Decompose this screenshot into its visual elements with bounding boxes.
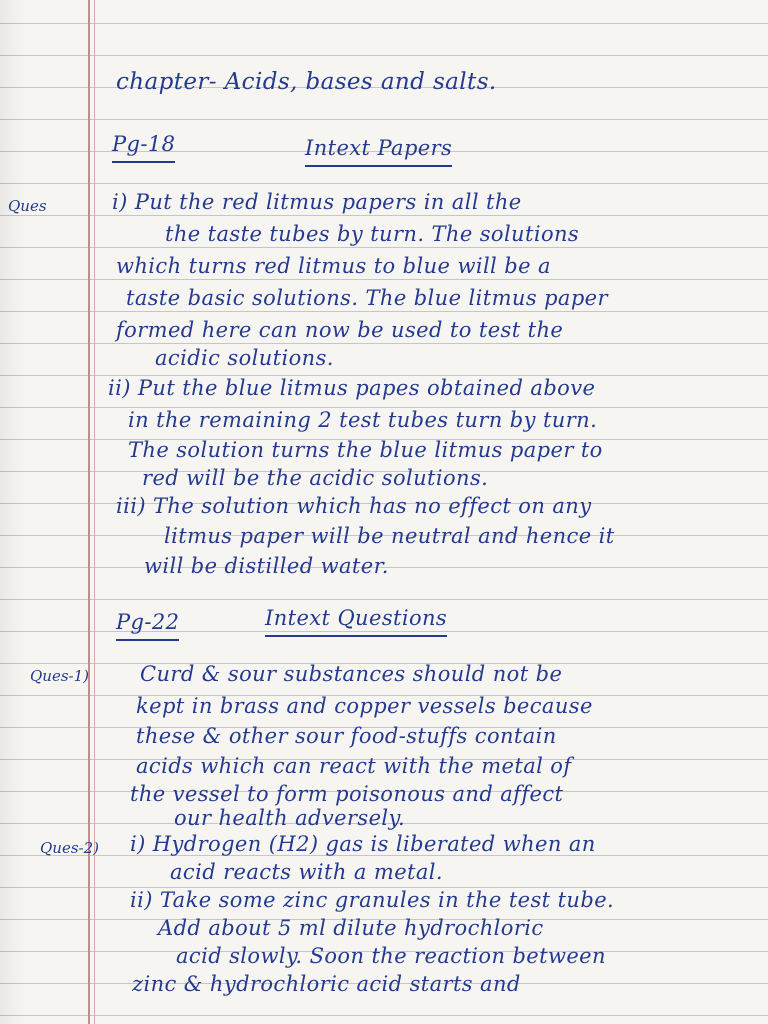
note-line: Curd & sour substances should not be xyxy=(140,662,563,686)
note-line: i) Put the red litmus papers in all the xyxy=(112,190,522,214)
section-heading-1: Intext Papers xyxy=(305,132,452,167)
margin-line-inner xyxy=(94,0,95,1024)
margin-note-ques-2: Ques-2) xyxy=(40,839,99,857)
section-heading-2: Intext Questions xyxy=(265,602,447,637)
page-ref-2: Pg-22 xyxy=(116,606,179,641)
note-line: the vessel to form poisonous and affect xyxy=(130,782,564,806)
page-ref-1: Pg-18 xyxy=(112,128,175,163)
note-line: taste basic solutions. The blue litmus paper xyxy=(126,286,608,310)
note-line: our health adversely. xyxy=(174,806,406,830)
margin-note-ques-1: Ques-1) xyxy=(30,667,89,685)
note-line: litmus paper will be neutral and hence it xyxy=(164,524,615,548)
note-line: acid slowly. Soon the reaction between xyxy=(176,944,606,968)
note-line: acid reacts with a metal. xyxy=(170,860,443,884)
note-line: acidic solutions. xyxy=(155,346,334,370)
note-line: the taste tubes by turn. The solutions xyxy=(165,222,580,246)
note-line: in the remaining 2 test tubes turn by turn. xyxy=(128,408,598,432)
note-line: these & other sour food-stuffs contain xyxy=(136,724,557,748)
margin-note-ques: Ques xyxy=(8,197,47,215)
note-line: red will be the acidic solutions. xyxy=(142,466,489,490)
chapter-title: chapter- Acids, bases and salts. xyxy=(116,69,497,95)
note-line: i) Hydrogen (H2) gas is liberated when an xyxy=(130,832,596,856)
note-line: which turns red litmus to blue will be a xyxy=(116,254,551,278)
note-line: acids which can react with the metal of xyxy=(136,754,572,778)
note-line: iii) The solution which has no effect on any xyxy=(116,494,592,518)
margin-line xyxy=(88,0,90,1024)
note-line: zinc & hydrochloric acid starts and xyxy=(132,972,521,996)
note-line: formed here can now be used to test the xyxy=(116,318,564,342)
note-line: will be distilled water. xyxy=(144,554,389,578)
note-line: ii) Put the blue litmus papes obtained above xyxy=(108,376,596,400)
note-line: The solution turns the blue litmus paper to xyxy=(128,438,603,462)
note-line: Add about 5 ml dilute hydrochloric xyxy=(158,916,544,940)
note-line: ii) Take some zinc granules in the test tube. xyxy=(130,888,615,912)
note-line: kept in brass and copper vessels because xyxy=(136,694,593,718)
